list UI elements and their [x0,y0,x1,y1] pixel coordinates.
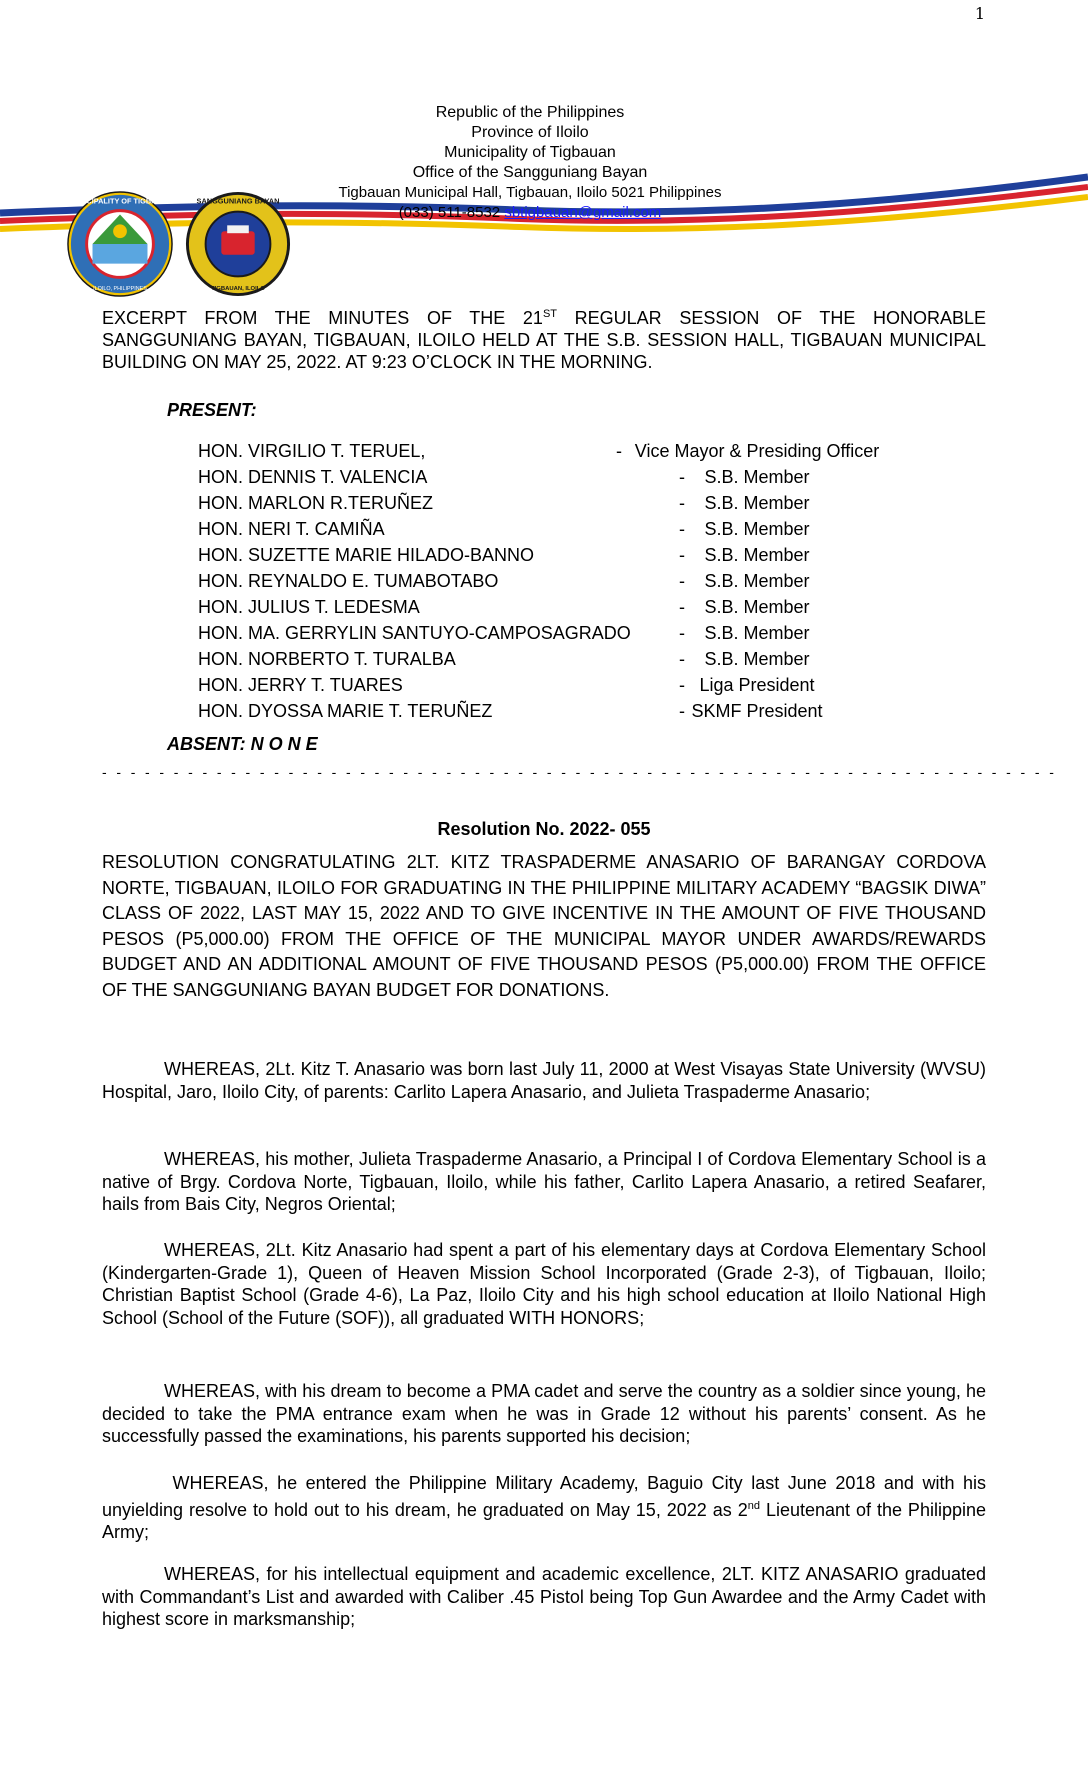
member-name: HON. VIRGILIO T. TERUEL, [198,441,426,461]
member-dash: - [679,597,685,617]
member-row [198,698,958,724]
whereas-clause [102,1148,986,1216]
whereas-text: WHEREAS, 2Lt. Kitz T. Anasario was born last July 11, 2000 at West Visayas State University (WVSU) Hospital, Jaro, Iloilo City, of parents: Carlito Lapera Anasario, and Julieta Traspaderme Anasario; [102,1059,986,1102]
whereas-clause [102,1058,986,1103]
present-label: PRESENT: [167,400,257,420]
excerpt-text: REGULAR SESSION OF THE HONORABLE SANGGUNIANG BAYAN, TIGBAUAN, ILOILO HELD AT THE S.B. SESSION HALL, TIGBAUAN MUNICIPAL BUILDING ON MAY 25, 2022. AT 9:23 O’CLOCK IN THE MORNING. [102,308,987,372]
member-name: HON. REYNALDO E. TUMABOTABO [198,571,499,591]
member-row [198,438,958,464]
whereas-text: WHEREAS, his mother, Julieta Traspaderme Anasario, a Principal I of Cordova Elementary School is a native of Brgy. Cordova Norte, Tigbauan, Iloilo, while his father, Carlito Lapera Anasario, a retired Seafarer, hails from Bais City, Negros Oriental; [102,1149,986,1214]
member-row [198,542,958,568]
member-dash: - [616,441,622,461]
minutes-excerpt [102,303,986,373]
resolution-title: RESOLUTION CONGRATULATING 2LT. KITZ TRASPADERME ANASARIO OF BARANGAY CORDOVA NORTE, TIGBAUAN, ILOILO FOR GRADUATING IN THE PHILIPPINE MILITARY ACADEMY “BAGSIK DIWA” CLASS OF 2022, LAST MAY 15, 2022 AND TO GIVE INCENTIVE IN THE AMOUNT OF FIVE THOUSAND PESOS (P5,000.00) FROM THE OFFICE OF THE MUNICIPAL MAYOR UNDER AWARDS/REWARDS BUDGET AND AN ADDITIONAL AMOUNT OF FIVE THOUSAND PESOS (P5,000.00) FROM THE OFFICE OF THE SANGGUNIANG BAYAN BUDGET FOR DONATIONS. [102,852,986,1000]
letterhead-contact [300,203,760,223]
member-name: HON. DYOSSA MARIE T. TERUÑEZ [198,701,493,721]
whereas-clause [102,1563,986,1631]
member-position: SKMF President [691,701,823,721]
member-position: S.B. Member [704,467,810,487]
member-position: S.B. Member [704,493,810,513]
member-row [198,620,958,646]
member-dash: - [679,545,685,565]
member-row [198,490,958,516]
letterhead-line: Office of the Sangguniang Bayan [412,164,648,181]
ordinal-suffix: ST [542,308,558,320]
member-position: S.B. Member [704,545,810,565]
member-dash: - [679,493,685,513]
member-position: S.B. Member [704,649,810,669]
letterhead-line: Municipality of Tigbauan [444,144,616,161]
member-name: HON. JERRY T. TUARES [198,675,403,695]
member-name: HON. MA. GERRYLIN SANTUYO-CAMPOSAGRADO [198,623,631,643]
whereas-clause [102,1472,986,1544]
sangguniang-bayan-seal [184,190,292,298]
letterhead-line: Province of Iloilo [471,124,589,141]
member-position: S.B. Member [704,519,810,539]
member-position: Vice Mayor & Presiding Officer [634,441,880,461]
member-row [198,516,958,542]
member-dash: - [679,467,685,487]
member-row [198,568,958,594]
member-position: S.B. Member [704,571,810,591]
whereas-text: WHEREAS, he entered the Philippine Military Academy, Baguio City last June 2018 and with his unyielding resolve to hold out to his dream, he graduated on May 15, 2022 as 2 [102,1473,986,1520]
whereas-text: WHEREAS, with his dream to become a PMA cadet and serve the country as a soldier since young, he decided to take the PMA entrance exam when he was in Grade 12 without his parents’ consent. As he successfully passed the examinations, his parents supported his decision; [102,1381,986,1446]
member-position: S.B. Member [704,597,810,617]
member-dash: - [679,623,685,643]
page-number: 1 [974,4,985,23]
phone-number: (033) 511-8532 [398,204,501,221]
member-dash: - [679,701,685,721]
member-row [198,464,958,490]
whereas-clause [102,1239,986,1329]
ordinal-suffix: nd [747,1499,760,1512]
email-link[interactable]: sbtigbauan@gmail.com [504,204,662,221]
whereas-clause [102,1380,986,1448]
member-name: HON. SUZETTE MARIE HILADO-BANNO [198,545,535,565]
member-dash: - [679,571,685,591]
member-dash: - [679,675,685,695]
separator-line: - - - - - - - - - - - - - - - - - - - - - - - - - - - - - - - - - - - - - - - - - - - - - - - - - - - - - - - - - - - - - - - - - - - [102,764,1057,780]
member-dash: - [679,649,685,669]
absent-label: ABSENT: N O N E [167,734,318,754]
seal-ring-text: MUNICIPALITY OF TIGBAUAN [67,196,173,206]
whereas-text: Lieutenant of the Philippine Army; [102,1499,986,1542]
resolution-number: Resolution No. 2022- 055 [437,819,651,839]
seal-ring-text: SANGGUNIANG BAYAN [196,196,280,206]
member-row [198,672,958,698]
member-row [198,646,958,672]
letterhead-address: Tigbauan Municipal Hall, Tigbauan, Iloilo 5021 Philippines [338,184,722,201]
letterhead [300,103,760,223]
member-row [198,594,958,620]
member-name: HON. MARLON R.TERUÑEZ [198,493,434,513]
seal-bottom-text: TIGBAUAN, ILOILO [211,286,265,293]
excerpt-text: EXCERPT FROM THE MINUTES OF THE 21 [102,308,543,328]
member-name: HON. NERI T. CAMIÑA [198,519,385,539]
whereas-text: WHEREAS, for his intellectual equipment and academic excellence, 2LT. KITZ ANASARIO graduated with Commandant’s List and awarded with Caliber .45 Pistol being Top Gun Awardee and the Army Cadet with highest score in marksmanship; [102,1564,986,1629]
member-name: HON. JULIUS T. LEDESMA [198,597,420,617]
member-position: S.B. Member [704,623,810,643]
member-name: HON. DENNIS T. VALENCIA [198,467,428,487]
letterhead-line: Republic of the Philippines [435,104,625,121]
attendance-list [198,438,958,724]
seal-bottom-text: ILOILO, PHILIPPINES [93,286,147,293]
member-position: Liga President [699,675,815,695]
municipality-seal [66,190,174,298]
member-dash: - [679,519,685,539]
whereas-text: WHEREAS, 2Lt. Kitz Anasario had spent a part of his elementary days at Cordova Elementary School (Kindergarten-Grade 1), Queen of Heaven Mission School Incorporated (Grade 2-3), of Tigbauan, Iloilo; Christian Baptist School (Grade 4-6), La Paz, Iloilo City and his high school education at Iloilo National High School (School of the Future (SOF)), all graduated WITH HONORS; [102,1240,986,1328]
member-name: HON. NORBERTO T. TURALBA [198,649,456,669]
